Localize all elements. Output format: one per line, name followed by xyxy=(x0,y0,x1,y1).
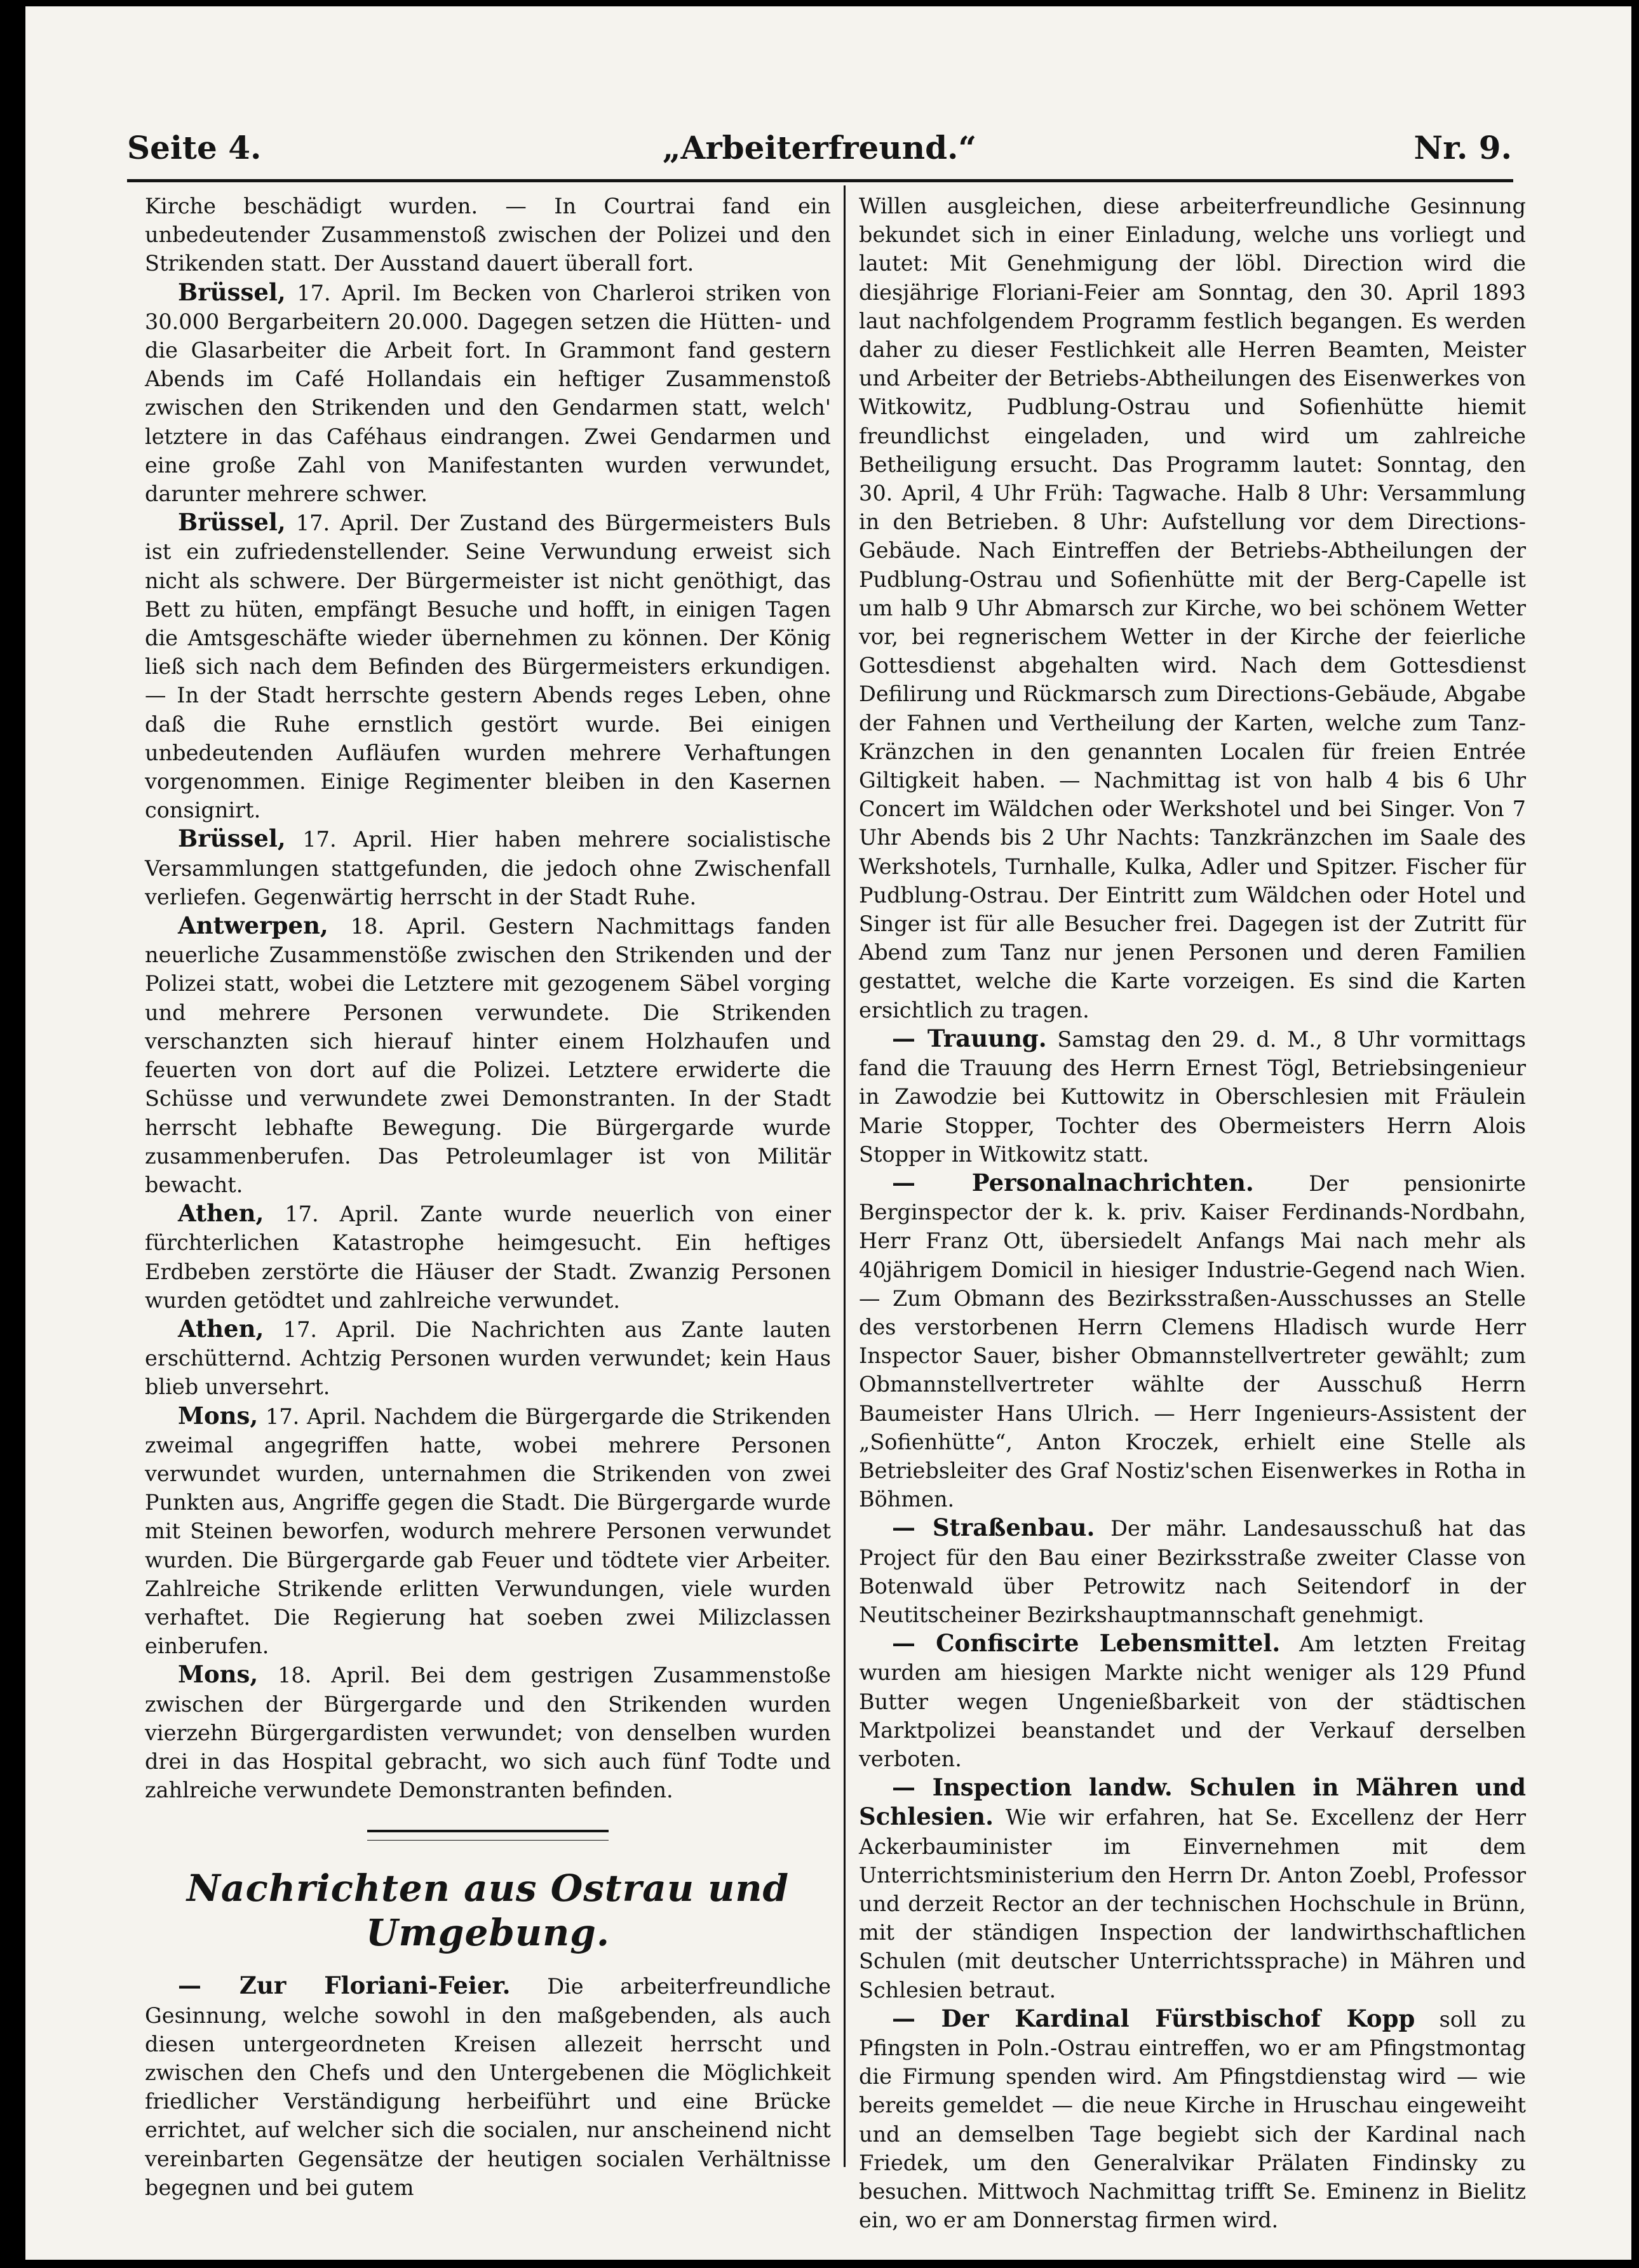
section-title: Nachrichten aus Ostrau und Umgebung. xyxy=(186,1867,790,1955)
article-paragraph: Brüssel, 17. April. Im Becken von Charleroi striken von 30.000 Bergarbeitern 20.000. Dagegen setzen die Hütten- und die Glasarbeiter die Arbeit fort. In Grammont fand gestern Abends im Café Hollandais ein heftiger Zusammenstoß zwischen den Strikenden und den Gendarmen statt, welch' letztere in das Caféhaus eindrangen. Zwei Gendarmen und eine große Zahl von Manifestanten wurden verwundet, darunter mehrere schwer. xyxy=(145,278,831,507)
article-paragraph: Athen, 17. April. Zante wurde neuerlich von einer fürchterlichen Katastrophe heimgesucht. Ein heftiges Erdbeben zerstörte die Häuser der Stadt. Zwanzig Personen wurden getödtet und zahlreiche verwundet. xyxy=(145,1199,831,1313)
article-lead: Brüssel, xyxy=(178,278,286,306)
article-paragraph: — Confiscirte Lebensmittel. Am letzten Freitag wurden am hiesigen Markte nicht weniger als 129 Pfund Butter wegen Ungenießbarkeit von der städtischen Marktpolizei beanstandet und der Verkauf derselben verboten. xyxy=(859,1629,1526,1771)
article-lead: — Trauung. xyxy=(892,1024,1047,1052)
article-paragraph: — Der Kardinal Fürstbischof Kopp soll zu Pfingsten in Poln.-Ostrau eintreffen, wo er am Pfingstmontag die Firmung spenden wird. Am Pfingstdienstag wird — wie bereits gemeldet — die neue Kirche in Hruschau eingeweiht und an demselben Tage begiebt sich der Kardinal nach Friedek, um den Generalvikar Prälaten Findinsky zu besuchen. Mittwoch Nachmittag trifft Se. Eminenz in Bielitz ein, wo er am Donnerstag firmen wird. xyxy=(859,2004,1526,2233)
article-paragraph: Antwerpen, 18. April. Gestern Nachmittags fanden neuerliche Zusammenstöße zwischen den Strikenden und der Polizei statt, wobei die Letztere mit gezogenem Säbel vorging und mehrere Personen verwundete. Die Strikenden verschanzten sich hierauf hinter einem Holzhaufen und feuerten von dort auf die Polizei. Letztere erwiderte die Schüsse und verwundete zwei Demonstranten. In der Stadt herrscht lebhafte Bewegung. Die Bürgergarde wurde zusammenberufen. Das Petroleumlager ist von Militär bewacht. xyxy=(145,911,831,1197)
article-paragraph: Willen ausgleichen, diese arbeiterfreundliche Gesinnung bekundet sich in einer Einladung, welche uns vorliegt und lautet: Mit Genehmigung der löbl. Direction wird die diesjährige Floriani-Feier am Sonntag, den 30. April 1893 laut nachfolgendem Programm festlich begangen. Es werden daher zu dieser Festlichkeit alle Herren Beamten, Meister und Arbeiter der Betriebs-Abtheilungen des Eisenwerkes von Witkowitz, Pudblung-Ostrau und Sofienhütte hiemit freundlichst eingeladen, und wird um zahlreiche Betheiligung ersucht. Das Programm lautet: Sonntag, den 30. April, 4 Uhr Früh: Tagwache. Halb 8 Uhr: Versammlung in den Betrieben. 8 Uhr: Aufstellung vor dem Directions-Gebäude. Nach Eintreffen der Betriebs-Abtheilungen der Pudblung-Ostrau und Sofienhütte mit der Berg-Capelle ist um halb 9 Uhr Abmarsch zur Kirche, wo bei schönem Wetter vor, bei regnerischem Wetter in der Kirche der feierliche Gottesdienst abgehalten wird. Nach dem Gottesdienst Defilirung und Rückmarsch zum Directions-Gebäude, Abgabe der Fahnen und Vertheilung der Karten, welche zum Tanz-Kränzchen in den genannten Localen für freien Entrée Giltigkeit haben. — Nachmittag ist von halb 4 bis 6 Uhr Concert im Wäldchen oder Werkshotel und bei Singer. Von 7 Uhr Abends bis 2 Uhr Nachts: Tanzkränzchen im Saale des Werkshotels, Turnhalle, Kulka, Adler und Spitzer. Fischer für Pudblung-Ostrau. Der Eintritt zum Wäldchen oder Hotel und Singer ist für alle Besucher frei. Dagegen ist der Zutritt für Abend zum Tanz nur jenen Personen und deren Familien gestattet, welche die Karte vorzeigen. Es sind die Karten ersichtlich zu tragen. xyxy=(859,194,1526,1023)
article-lead: — Der Kardinal Fürstbischof Kopp xyxy=(892,2004,1415,2032)
article-paragraph: Kirche beschädigt wurden. — In Courtrai fand ein unbedeutender Zusammenstoß zwischen der Polizei und den Strikenden statt. Der Ausstand dauert überall fort. xyxy=(145,194,831,276)
article-paragraph: — Personalnachrichten. Der pensionirte Berginspector der k. k. priv. Kaiser Ferdinands-Nordbahn, Herr Franz Ott, übersiedelt Anfangs Mai nach mehr als 40jährigem Domicil in hiesiger Industrie-Gegend nach Wien. — Zum Obmann des Bezirksstraßen-Ausschusses an Stelle des verstorbenen Herrn Clemens Hladisch wurde Herr Inspector Sauer, bisher Obmannstellvertreter gewählt; zum Obmannstellvertreter wählte der Ausschuß Herrn Baumeister Hans Ulrich. — Herr Ingenieurs-Assistent der „Sofienhütte“, Anton Kroczek, erhielt eine Stelle als Betriebsleiter des Graf Nostiz'schen Eisenwerkes in Rotha in Böhmen. xyxy=(859,1168,1526,1512)
article-lead: Athen, xyxy=(178,1314,264,1343)
article-lead: Mons, xyxy=(178,1401,259,1430)
newspaper-title: „Arbeiterfreund.“ xyxy=(662,129,977,166)
article-paragraph: Mons, 18. April. Bei dem gestrigen Zusammenstoße zwischen der Bürgergarde und den Strikenden wurden vierzehn Bürgergardisten verwundet; von denselben wurden drei in das Hospital gebracht, wo sich auch fünf Todte und zahlreiche verwundete Demonstranten befinden. xyxy=(145,1660,831,1803)
article-paragraph: — Zur Floriani-Feier. Die arbeiterfreundliche Gesinnung, welche sowohl in den maßgebenden, als auch diesen untergeordneten Kreisen allezeit herrscht und zwischen den Chefs und den Untergebenen die Möglichkeit friedlicher Verständigung herbeiführt und eine Brücke errichtet, auf welcher sich die socialen, nur anscheinend nicht vereinbarten Gegensätze der heutigen socialen Verhältnisse begegnen und bei gutem xyxy=(145,1971,832,2200)
issue-number: Nr. 9. xyxy=(1413,129,1512,166)
article-lead: — Confiscirte Lebensmittel. xyxy=(892,1629,1281,1658)
article-lead: — Personalnachrichten. xyxy=(892,1168,1254,1197)
page-header xyxy=(127,117,1512,181)
article-lead: Brüssel, xyxy=(178,824,286,853)
article-paragraph: Brüssel, 17. April. Der Zustand des Bürgermeisters Buls ist ein zufriedenstellender. Seine Verwundung erweist sich nicht als schwere. Der Bürgermeister ist nicht genöthigt, das Bett zu hüten, empfängt Besuche und hofft, in einigen Tagen die Amtsgeschäfte wieder übernehmen zu können. Der König ließ sich nach dem Befinden des Bürgermeisters erkundigen. — In der Stadt herrschte gestern Abends reges Leben, ohne daß die Ruhe ernstlich gestört wurde. Bei einigen unbedeutenden Aufläufen wurden mehrere Verhaftungen vorgenommen. Einige Regimenter bleiben in den Kasernen consignirt. xyxy=(145,508,831,823)
article-lead: Brüssel, xyxy=(178,508,286,537)
page-label: Seite 4. xyxy=(127,129,262,166)
right-column xyxy=(859,192,1526,2234)
left-column xyxy=(145,192,831,2202)
article-lead: Mons, xyxy=(178,1660,259,1689)
article-paragraph: Athen, 17. April. Die Nachrichten aus Zante lauten erschütternd. Achtzig Personen wurden verwundet; kein Haus blieb unversehrt. xyxy=(145,1314,831,1400)
article-lead: Antwerpen, xyxy=(178,911,328,940)
header-rule xyxy=(127,179,1513,182)
section-separator xyxy=(367,1830,609,1841)
article-lead: — Zur Floriani-Feier. xyxy=(178,1971,511,2000)
column-divider xyxy=(844,185,846,2167)
article-lead: — Inspection landw. Schulen in Mähren und Schlesien. xyxy=(859,1773,1526,1831)
article-paragraph: Brüssel, 17. April. Hier haben mehrere socialistische Versammlungen stattgefunden, die jedoch ohne Zwischenfall verliefen. Gegenwärtig herrscht in der Stadt Ruhe. xyxy=(145,824,831,909)
article-lead: — Straßenbau. xyxy=(892,1513,1095,1542)
article-paragraph: Mons, 17. April. Nachdem die Bürgergarde die Strikenden zweimal angegriffen hatte, wobei mehrere Personen verwundet wurden, unternahmen die Strikenden von zwei Punkten aus, Angriffe gegen die Stadt. Die Bürgergarde wurde mit Steinen beworfen, wodurch mehrere Personen verwundet wurden. Die Bürgergarde gab Feuer und tödtete vier Arbeiter. Zahlreiche Strikende erlitten Verwundungen, viele wurden verhaftet. Die Regierung hat soeben zwei Milizclassen einberufen. xyxy=(145,1401,831,1659)
article-lead: Athen, xyxy=(178,1199,264,1228)
article-paragraph: — Trauung. Samstag den 29. d. M., 8 Uhr vormittags fand die Trauung des Herrn Ernest Tögl, Betriebsingenieur in Zawodzie bei Kuttowitz in Oberschlesien mit Fräulein Marie Stopper, Tochter des Obermeisters Herrn Alois Stopper in Witkowitz statt. xyxy=(859,1024,1526,1167)
article-paragraph: — Inspection landw. Schulen in Mähren und Schlesien. Wie wir erfahren, hat Se. Excellenz der Herr Ackerbauminister im Einvernehmen mit dem Unterrichtsministerium den Herrn Dr. Anton Zoebl, Professor und derzeit Rector an der technischen Hochschule in Brünn, mit der ständigen Inspection der landwirthschaftlichen Schulen (mit deutscher Unterrichtssprache) in Mähren und Schlesien betraut. xyxy=(859,1773,1526,2003)
article-paragraph: — Straßenbau. Der mähr. Landesausschuß hat das Project für den Bau einer Bezirksstraße zweiter Classe von Botenwald über Petrowitz nach Seitendorf in der Neutitscheiner Bezirkshauptmannschaft genehmigt. xyxy=(859,1513,1527,1627)
